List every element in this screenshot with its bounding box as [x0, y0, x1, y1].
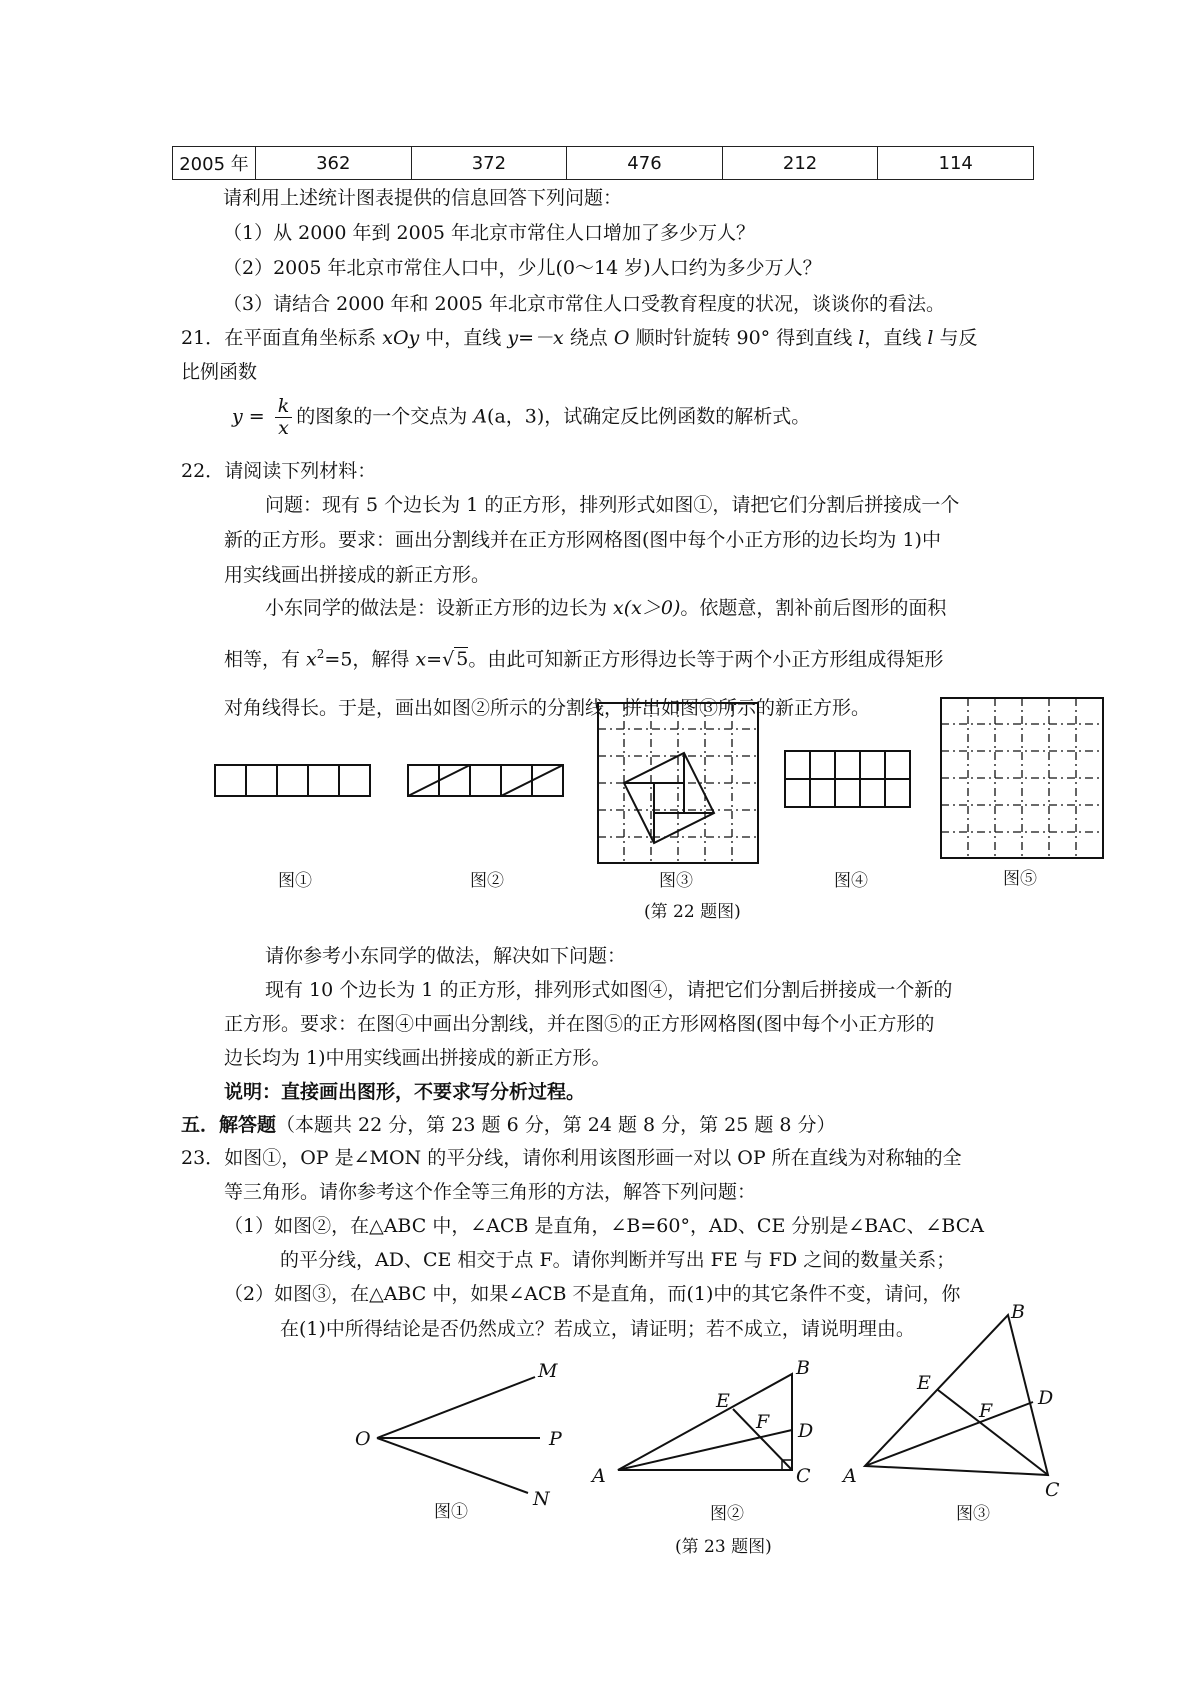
q21-var: xOy [382, 327, 420, 349]
label-B: B [1011, 1301, 1025, 1323]
q22-text: 。由此可知新正方形得边长等于两个小正方形组成得矩形 [468, 648, 944, 671]
q21-equation: y=－x [507, 327, 564, 349]
q21-num: 21． [181, 327, 225, 349]
q21-text: 顺时针旋转 90° 得到直线 [629, 327, 859, 349]
q21-text: ，试确定反比例函数的解析式。 [544, 405, 811, 428]
q20-item-1: （1）从 2000 年到 2005 年北京市常住人口增加了多少万人？ [223, 222, 755, 244]
section5-title: 五．解答题 [181, 1114, 277, 1136]
table-cell: 476 [567, 147, 723, 180]
q22-heading-text: 请阅读下列材料： [224, 460, 377, 482]
q22-fig2-label: 图② [470, 871, 504, 891]
q20-item-3: （3）请结合 2000 年和 2005 年北京市常住人口受教育程度的状况，谈谈你的看法。 [223, 293, 945, 315]
q22-p3: 用实线画出拼接成的新正方形。 [224, 564, 491, 586]
label-A: A [592, 1465, 606, 1487]
q21-text: 绕点 [563, 327, 614, 349]
q21-text: 中，直线 [419, 327, 508, 349]
label-B: B [796, 1357, 810, 1379]
q23-line-1 [181, 1147, 962, 1170]
sqrt-sign: √ [442, 648, 455, 671]
q23-line-4: 的平分线，AD、CE 相交于点 F。请你判断并写出 FE 与 FD 之间的数量关系； [280, 1249, 956, 1271]
q22-fig4-label: 图④ [834, 871, 868, 891]
q22-p4 [265, 597, 946, 620]
label-E: E [917, 1372, 931, 1394]
q22-p7: 请你参考小东同学的做法，解决如下问题： [265, 945, 627, 967]
q22-note: 说明：直接画出图形，不要求写分析过程。 [224, 1081, 586, 1103]
q22-heading [181, 460, 376, 483]
q23-fig1-label: 图① [434, 1502, 468, 1522]
q21-point: A [473, 405, 488, 428]
q21-var: l [858, 327, 865, 349]
q23-line-3: （1）如图②，在△ABC 中，∠ACB 是直角，∠B=60°，AD、CE 分别是∠BAC、∠BCA [224, 1215, 985, 1237]
q22-fig5-label: 图⑤ [1003, 869, 1037, 889]
q23-text: 如图①，OP 是∠MON 的平分线，请你利用该图形画一对以 OP 所在直线为对称轴的全 [224, 1147, 962, 1169]
frac-den: x [278, 416, 289, 439]
q23-num: 23． [181, 1147, 225, 1169]
fraction-k-over-x [275, 396, 293, 439]
table-cell: 372 [411, 147, 567, 180]
table-row [173, 147, 1034, 180]
q20-item-2: （2）2005 年北京市常住人口中，少儿(0～14 岁)人口约为多少万人？ [223, 257, 822, 279]
label-O: O [355, 1428, 371, 1450]
label-N: N [533, 1488, 550, 1510]
q22-p8: 现有 10 个边长为 1 的正方形，排列形式如图④，请把它们分割后拼接成一个新的 [265, 979, 953, 1001]
q22-math: x [306, 648, 317, 671]
label-F: F [979, 1400, 993, 1422]
q21-text: 与反 [933, 327, 978, 349]
q22-text: =5，解得 [324, 648, 416, 671]
label-D: D [1038, 1387, 1054, 1409]
q23-fig2-label: 图② [710, 1504, 744, 1524]
q22-sup: 2 [316, 647, 325, 661]
q22-text: 。依题意，割补前后图形的面积 [680, 597, 947, 619]
q22-math: x(x＞0) [613, 597, 681, 619]
label-A: A [843, 1465, 857, 1487]
q23-line-6: 在(1)中所得结论是否仍然成立？若成立，请证明；若不成立，请说明理由。 [280, 1318, 915, 1340]
q22-fig1-label: 图① [278, 871, 312, 891]
q22-math: x= [415, 648, 443, 671]
q22-fig4 [784, 750, 914, 812]
q22-fig1 [214, 764, 374, 798]
q23-line-2: 等三角形。请你参考这个作全等三角形的方法，解答下列问题： [224, 1181, 757, 1203]
q23-fig2 [588, 1340, 828, 1500]
label-E: E [716, 1390, 730, 1412]
q22-text: 相等，有 [224, 648, 307, 671]
table-cell: 212 [722, 147, 878, 180]
q22-p6: 对角线得长。于是，画出如图②所示的分割线，拼出如图③所示的新正方形。 [224, 697, 871, 719]
stats-table [172, 146, 1034, 180]
q23-fig1 [355, 1355, 575, 1510]
q21-text: 在平面直角坐标系 [224, 327, 383, 349]
section5-heading [181, 1114, 836, 1137]
q22-p2: 新的正方形。要求：画出分割线并在正方形网格图(图中每个小正方形的边长均为 1)中 [224, 529, 941, 551]
q21-var: O [613, 327, 630, 349]
q22-p10: 边长均为 1)中用实线画出拼接成的新正方形。 [224, 1047, 611, 1069]
q23-caption: (第 23 题图) [675, 1537, 772, 1557]
label-P: P [549, 1428, 562, 1450]
q21-line-2: 比例函数 [181, 361, 258, 383]
q22-p9: 正方形。要求：在图④中画出分割线，并在图⑤的正方形网格图(图中每个小正方形的 [224, 1013, 935, 1035]
q22-fig3 [597, 702, 759, 864]
q21-text: 的图象的一个交点为 [296, 405, 474, 428]
label-D: D [798, 1420, 814, 1442]
q21-coords: (a，3) [487, 405, 545, 428]
label-C: C [796, 1465, 811, 1487]
q22-caption: (第 22 题图) [644, 902, 741, 922]
label-F: F [756, 1411, 770, 1433]
q22-fig3-label: 图③ [659, 871, 693, 891]
q22-fig5 [940, 697, 1104, 859]
q22-num: 22． [181, 460, 225, 482]
table-cell: 114 [878, 147, 1034, 180]
q21-var: l [927, 327, 934, 349]
table-cell: 362 [256, 147, 412, 180]
q21-line-3 [232, 396, 810, 439]
row-label: 2005 年 [173, 147, 256, 180]
q22-fig2 [407, 764, 567, 798]
section5-detail: （本题共 22 分，第 23 题 6 分，第 24 题 8 分，第 25 题 8 分） [276, 1114, 836, 1136]
q21-y: y = [232, 405, 265, 428]
q21-line-1 [181, 327, 978, 350]
q23-fig3 [833, 1301, 1073, 1501]
q22-p1: 问题：现有 5 个边长为 1 的正方形，排列形式如图①，请把它们分割后拼接成一个 [265, 494, 960, 516]
q22-p5 [224, 647, 943, 671]
q22-text: 小东同学的做法是：设新正方形的边长为 [265, 597, 614, 619]
label-C: C [1045, 1479, 1060, 1501]
frac-num: k [275, 396, 293, 418]
q23-line-5: （2）如图③，在△ABC 中，如果∠ACB 不是直角，而(1)中的其它条件不变，请问，你 [224, 1283, 961, 1305]
q21-text: ，直线 [864, 327, 928, 349]
sqrt-radicand: 5 [456, 648, 469, 671]
q20-intro: 请利用上述统计图表提供的信息回答下列问题： [223, 187, 623, 209]
q23-fig3-label: 图③ [956, 1504, 990, 1524]
label-M: M [538, 1360, 558, 1382]
